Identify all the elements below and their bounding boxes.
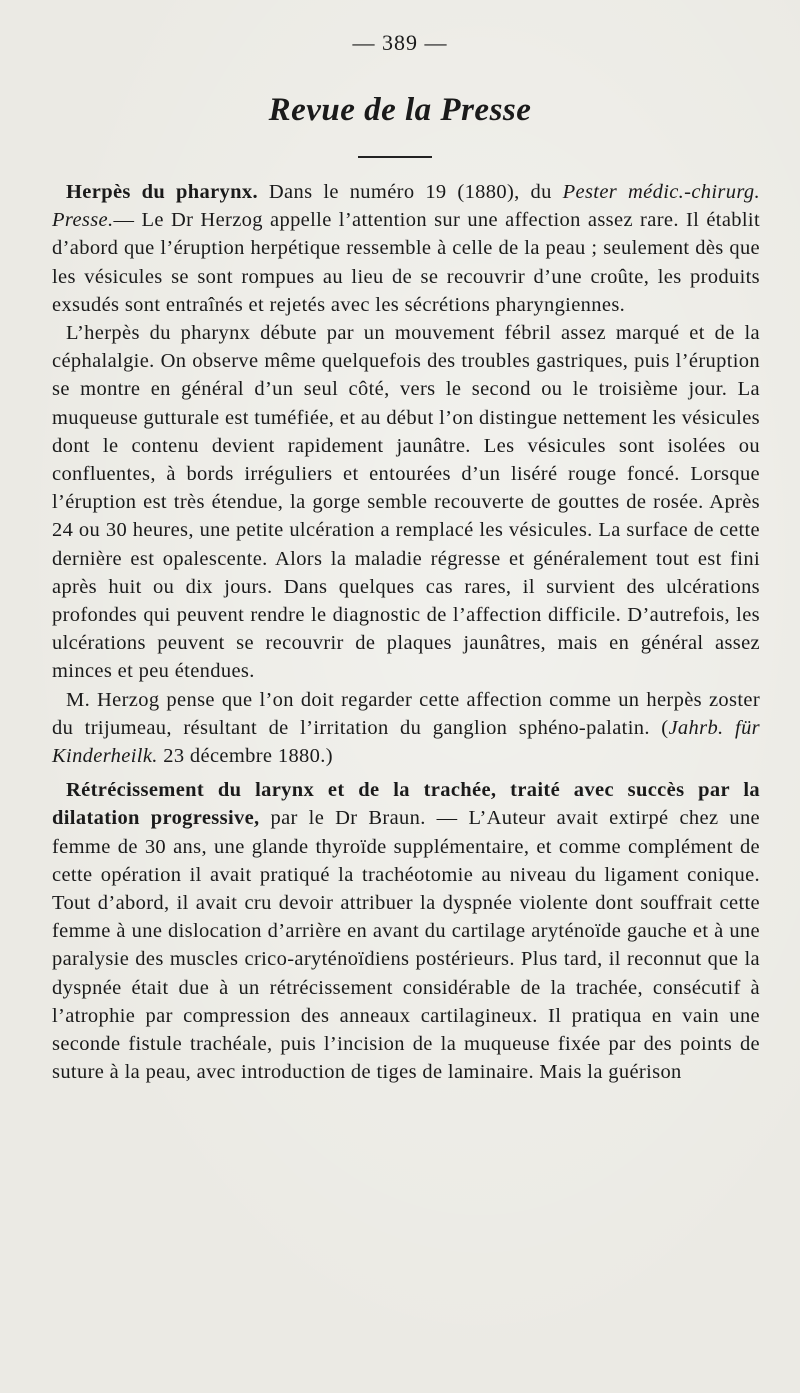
journal-citation: Jahrb. für Kinderheilk. xyxy=(52,716,760,768)
article-paragraph xyxy=(52,776,760,1086)
article-heading: Rétrécissement du larynx et de la trachée, traité avec succès par la dilatation progressive, xyxy=(52,779,760,830)
page-title: Revue de la Presse xyxy=(268,92,532,128)
page-number: — 389 — xyxy=(352,30,448,55)
paragraph-text: 23 décembre 1880.) xyxy=(157,745,333,768)
paragraph-text: — Le Dr Herzog appelle l’attention sur une affection assez rare. Il établit d’abord que l’éruption herpétique ressemble à celle de la peau ; seulement dès que les vésicules se sont rompues au lieu de se recouvrir d’une croûte, les produits exsudés sont entraînés et rejetés avec les sécrétions pharyngiennes. xyxy=(52,209,760,316)
paragraph-text: par le Dr Braun. — L’Auteur avait extirpé chez une femme de 30 ans, une glande thyroïde supplémentaire, et comme complément de cette opération il avait pratiqué la trachéotomie au niveau du ligament conique. Tout d’abord, il avait cru devoir attribuer la dyspnée violente dont souffrait cette femme à une dislocation d’arrière en avant du cartilage aryténoïde gauche et à une paralysie des muscles crico-aryténoïdiens postérieurs. Plus tard, il reconnut que la dyspnée était due à un rétrécissement considérable de la trachée, consécutif à l’atrophie par compression des anneaux cartilagineux. Il pratiqua en vain une seconde fistule trachéale, puis l’incision de la muqueuse fixée par des points de suture à la peau, avec introduction de tiges de laminaire. Mais la guérison xyxy=(52,807,760,1084)
title-divider xyxy=(358,156,432,158)
article-heading: Herpès du pharynx. xyxy=(66,181,258,203)
paragraph-text: M. Herzog pense que l’on doit regarder cette affection comme un herpès zoster du trijumeau, résultant de l’irritation du ganglion sphéno-palatin. ( xyxy=(52,688,760,739)
journal-citation: Pester médic.-chirurg. Presse. xyxy=(52,181,761,232)
article-paragraph xyxy=(52,319,760,686)
paragraph-text: Dans le numéro 19 (1880), du xyxy=(258,181,563,203)
article-paragraph xyxy=(52,686,760,771)
paragraph-text: L’herpès du pharynx débute par un mouvement fébril assez marqué et de la céphalalgie. On observe même quelquefois des troubles gastriques, puis l’éruption se montre en général d’un seul côté, vers le second ou le troisième jour. La muqueuse gutturale est tuméfiée, et au début l’on distingue nettement les vésicules dont le contenu devient rapidement jaunâtre. Les vésicules sont isolées ou confluentes, à bords irréguliers et entourées d’un liséré rouge foncé. Lorsque l’éruption est très étendue, la gorge semble recouverte de gouttes de rosée. Après 24 ou 30 heures, une petite ulcération a remplacé les vésicules. La surface de cette dernière est opalescente. Alors la maladie régresse et généralement tout est fini après huit ou dix jours. Dans quelques cas rares, il survient des ulcérations profondes qui peuvent rendre le diagnostic de l’affection difficile. D’autrefois, les ulcérations peuvent se recouvrir de plaques jaunâtres, mais en général assez minces et peu étendues. xyxy=(52,322,760,683)
article-body xyxy=(52,178,760,1087)
article-paragraph xyxy=(52,178,760,319)
